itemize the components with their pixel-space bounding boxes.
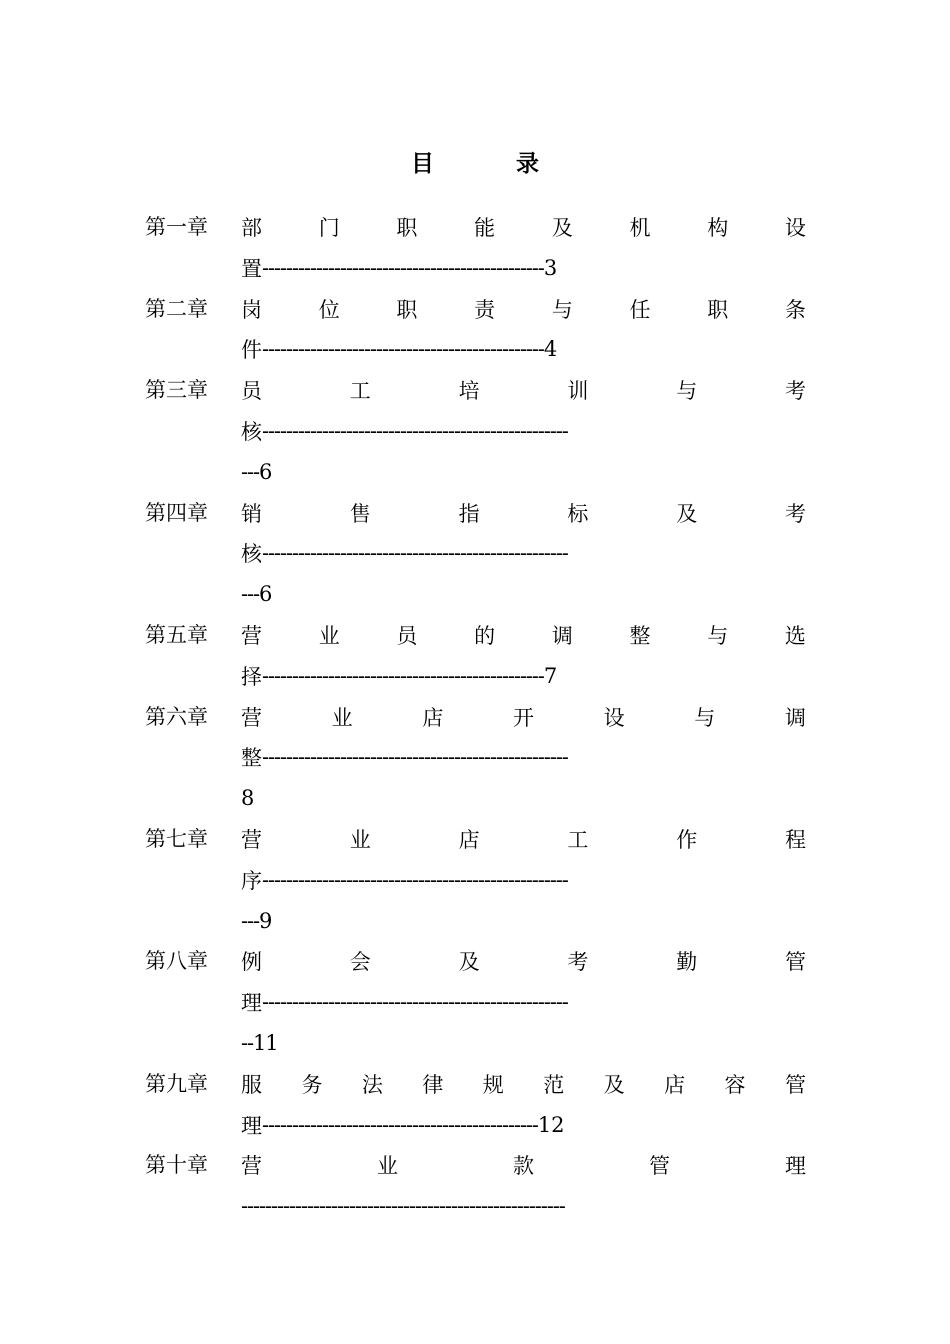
chapter-title xyxy=(241,615,806,655)
chapter-title xyxy=(241,1064,806,1104)
chapter-title-char: 管 xyxy=(784,950,806,975)
chapter-title-char: 店 xyxy=(664,1072,686,1097)
chapter-title-char: 标 xyxy=(567,501,589,526)
chapter-label: 第五章 xyxy=(145,623,208,647)
chapter-title-char: 营 xyxy=(241,828,262,852)
chapter-title-char: 责 xyxy=(474,297,496,322)
chapter-title-char: 择 xyxy=(241,664,262,689)
chapter-title-char: 工 xyxy=(349,379,371,404)
chapter-title-char: 业 xyxy=(331,705,353,730)
chapter-title-char: 管 xyxy=(649,1154,670,1179)
chapter-title-char: 件 xyxy=(241,338,262,363)
dot-leader: --------------------------------------------------- xyxy=(262,867,568,892)
chapter-title-char: 构 xyxy=(707,216,729,240)
chapter-title-char: 会 xyxy=(349,950,371,975)
dot-leader: ----------------------------------------------- xyxy=(262,663,544,688)
chapter-title-char: 核 xyxy=(241,542,262,567)
chapter-title-char: 培 xyxy=(458,379,480,404)
chapter-title-char: 范 xyxy=(543,1072,565,1097)
chapter-title-char: 调 xyxy=(551,624,573,648)
chapter-title-char: 指 xyxy=(458,501,480,526)
chapter-title xyxy=(241,289,806,329)
dot-leader: --------------------------------------------------- xyxy=(262,418,568,443)
leader-line xyxy=(241,533,806,573)
chapter-title-char: 法 xyxy=(361,1072,383,1097)
chapter-title-char: 规 xyxy=(482,1072,504,1097)
chapter-title-char: 店 xyxy=(458,828,480,852)
chapter-title-char: 职 xyxy=(707,297,729,322)
chapter-title xyxy=(241,941,806,981)
chapter-title-char: 开 xyxy=(512,705,534,730)
chapter-title-char: 及 xyxy=(676,501,698,526)
chapter-title-char: 勤 xyxy=(676,950,698,975)
chapter-label: 第一章 xyxy=(145,215,208,239)
leader-wrap xyxy=(241,778,806,818)
leader-line xyxy=(241,1105,806,1145)
dot-leader: ---------------------------------------------- xyxy=(262,1112,538,1137)
chapter-title-char: 置 xyxy=(241,256,262,281)
chapter-title-char: 与 xyxy=(694,705,716,730)
chapter-title-char: 及 xyxy=(603,1072,625,1097)
chapter-title-char: 序 xyxy=(241,868,262,893)
chapter-title-char: 例 xyxy=(241,950,262,975)
chapter-title-char: 机 xyxy=(629,216,651,240)
chapter-title-char: 门 xyxy=(318,216,340,240)
chapter-title-char: 服 xyxy=(241,1072,262,1097)
chapter-title-char: 整 xyxy=(241,746,262,771)
chapter-title-char: 务 xyxy=(301,1072,323,1097)
chapter-title-char: 业 xyxy=(377,1154,398,1179)
chapter-title-char: 程 xyxy=(784,828,806,852)
chapter-title-char: 职 xyxy=(396,297,418,322)
chapter-title-char: 的 xyxy=(474,624,496,648)
chapter-title-char: 容 xyxy=(724,1072,746,1097)
chapter-title-char: 能 xyxy=(474,216,496,240)
chapter-title-char: 理 xyxy=(241,991,262,1016)
page-number: 3 xyxy=(543,255,558,280)
page-number: 12 xyxy=(537,1112,565,1137)
chapter-title-char: 及 xyxy=(458,950,480,975)
chapter-title-char: 管 xyxy=(784,1072,806,1097)
chapter-title-char: 设 xyxy=(603,705,625,730)
leader-line xyxy=(241,860,806,900)
page-number: ---9 xyxy=(241,908,272,933)
chapter-title-char: 岗 xyxy=(241,297,262,322)
chapter-title-char: 考 xyxy=(567,950,589,975)
chapter-title-char: 考 xyxy=(784,379,806,404)
chapter-label: 第二章 xyxy=(145,296,208,321)
chapter-title-char: 调 xyxy=(784,705,806,730)
chapter-title xyxy=(241,1145,806,1185)
toc-title-char-1: 目 xyxy=(411,150,434,177)
chapter-title-char: 与 xyxy=(551,297,573,322)
leader-line xyxy=(241,329,806,369)
chapter-title-char: 位 xyxy=(318,297,340,322)
leader-line xyxy=(241,248,806,288)
chapter-title-char: 职 xyxy=(396,216,418,240)
chapter-title-char: 理 xyxy=(785,1154,806,1179)
leader-line xyxy=(241,982,806,1022)
chapter-title xyxy=(241,207,806,247)
chapter-title-char: 款 xyxy=(513,1154,534,1179)
chapter-title-char: 及 xyxy=(551,216,573,240)
leader-line xyxy=(241,411,806,451)
toc-title-char-2: 录 xyxy=(516,150,539,177)
chapter-title-char: 理 xyxy=(241,1113,262,1138)
page-number: 7 xyxy=(543,663,558,688)
chapter-title-char: 营 xyxy=(241,1154,262,1179)
chapter-title-char: 工 xyxy=(567,828,589,852)
chapter-title-char: 与 xyxy=(707,624,729,648)
chapter-title-char: 与 xyxy=(676,379,698,404)
page-number: 4 xyxy=(543,337,558,362)
chapter-title-char: 业 xyxy=(318,624,340,648)
toc-title xyxy=(0,145,950,178)
chapter-title-char: 作 xyxy=(676,828,698,852)
page-number: ---6 xyxy=(241,459,272,484)
chapter-title-char: 业 xyxy=(349,828,371,852)
chapter-label: 第七章 xyxy=(145,827,208,851)
chapter-title-char: 选 xyxy=(784,624,806,648)
page-number: ---6 xyxy=(241,582,272,607)
chapter-title-char: 营 xyxy=(241,705,262,730)
chapter-title-char: 训 xyxy=(567,379,589,404)
leader-wrap xyxy=(241,452,806,492)
chapter-title-char: 店 xyxy=(422,705,444,730)
chapter-title-char: 任 xyxy=(629,297,651,322)
chapter-title-char: 部 xyxy=(241,216,262,240)
chapter-label: 第八章 xyxy=(145,949,208,974)
dot-leader: --------------------------------------------------- xyxy=(262,745,568,770)
chapter-title-char: 员 xyxy=(241,379,262,404)
dot-leader: ------------------------------------------------------ xyxy=(241,1194,565,1219)
leader-wrap xyxy=(241,901,806,941)
chapter-title-char: 员 xyxy=(396,624,418,648)
chapter-title xyxy=(241,370,806,410)
chapter-title-char: 营 xyxy=(241,624,262,648)
chapter-title-char: 售 xyxy=(349,501,371,526)
leader-line xyxy=(241,656,806,696)
leader-line xyxy=(241,1186,806,1226)
dot-leader: ----------------------------------------------- xyxy=(262,255,544,280)
chapter-title-char: 律 xyxy=(422,1072,444,1097)
chapter-label: 第四章 xyxy=(145,500,208,525)
chapter-title xyxy=(241,697,806,737)
chapter-title xyxy=(241,493,806,533)
chapter-label: 第三章 xyxy=(145,378,208,403)
chapter-title-char: 设 xyxy=(784,216,806,240)
page-number: 8 xyxy=(241,786,254,811)
chapter-label: 第六章 xyxy=(145,704,208,729)
leader-wrap xyxy=(241,574,806,614)
dot-leader: --------------------------------------------------- xyxy=(262,541,568,566)
dot-leader: --------------------------------------------------- xyxy=(262,990,568,1015)
chapter-title xyxy=(241,819,806,859)
page-number: --11 xyxy=(241,1030,278,1055)
chapter-title-char: 考 xyxy=(784,501,806,526)
leader-line xyxy=(241,737,806,777)
leader-wrap xyxy=(241,1023,806,1063)
chapter-label: 第十章 xyxy=(145,1153,208,1178)
chapter-label: 第九章 xyxy=(145,1071,208,1096)
chapter-title-char: 整 xyxy=(629,624,651,648)
chapter-title-char: 销 xyxy=(241,501,262,526)
chapter-title-char: 条 xyxy=(784,297,806,322)
dot-leader: ----------------------------------------------- xyxy=(262,337,544,362)
chapter-title-char: 核 xyxy=(241,419,262,444)
